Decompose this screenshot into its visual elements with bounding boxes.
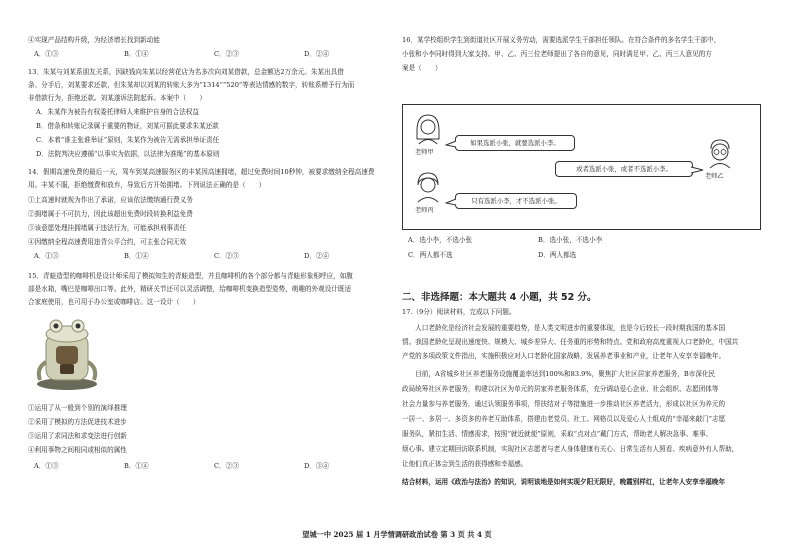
q14-line2: 用。丰某不服，拒绝缴费和放弃，导致后方开始拥堵。下列说法正确的是（ ）: [28, 181, 266, 189]
teacher-a-label: 老师甲: [415, 149, 434, 156]
q14-item1: ①上高速时就视为作出了承诺，应该依法缴纳通行费义务: [28, 196, 193, 204]
q14-item4: ④因缴纳全程高速费用违背公平合约，可主张合同无效: [28, 238, 187, 246]
teacher-c-bubble-tail: [445, 197, 457, 207]
q14-option-a: A．①③: [34, 252, 59, 260]
q12-item4: ④实现产品结构升级，为经济增长找到新动能: [28, 36, 160, 44]
q16-line3: 案是（ ）: [402, 64, 442, 72]
teacher-a-icon: [413, 113, 443, 145]
q13-line1: 13．朱某与刘某系朋友关系，因缺钱向朱某以经营花店为名多次向刘某借款，总金额达2万余元。朱某出具借: [28, 68, 344, 76]
q14-option-d: D．②④: [304, 252, 330, 260]
q12-option-a: A．①③: [34, 50, 59, 58]
teacher-b-bubble-tail: [690, 165, 704, 175]
teacher-c-label: 老师丙: [415, 207, 434, 214]
q15-item2: ②采用了模拟的方法促进技术进步: [28, 418, 127, 426]
q16-line2: 小张和小李同时得到大家支持。甲、乙、丙三位老师提出了各自的意见，同时满足甲、乙、丙三人意见的方: [402, 50, 712, 58]
q13-option-b: B．借条和转账记录属于重要的物证，刘某可据此要求朱某还款: [36, 122, 219, 130]
q15-item1: ①运用了从一般到个别的演绎推理: [28, 404, 127, 412]
q17-para2-line6: 烦心事。建立定期回访联系机制，实现社区志愿者与老人身体健康有关心、日常生活有人照看、疾病意外有人帮助，: [402, 445, 739, 453]
q13-option-c: C．本着“谁主张谁举证”原则，朱某作为被告无需承担举证责任: [36, 136, 220, 144]
q16-option-c: C．两人都不选: [408, 251, 453, 259]
q17-para2-line5: 服务队，紧扣生活、情感需求，按照“就近就便”原则，采取“点对点”戴门方式，帮助老人解决急事、难事、: [402, 430, 713, 438]
frog-coffee-machine-image: [32, 312, 102, 392]
q12-option-b: B．①④: [124, 50, 149, 58]
teacher-b-label: 老师乙: [705, 173, 724, 180]
q17-para2-line1: 目前，A省城乡社区养老服务设施覆盖率达到100%和83.9%，聚焦扩大社区居家养老服务，B市深化民: [402, 370, 716, 378]
q17-heading: 17.（9分）阅读材料，完成以下问题。: [402, 308, 516, 316]
teacher-opinion-diagram: [402, 104, 761, 230]
q15-option-d: D．③④: [304, 462, 330, 470]
q12-option-c: C．②③: [214, 50, 239, 58]
section-title: 二、非选择题：本大题共 4 小题，共 52 分。: [402, 292, 597, 303]
q14-option-b: B．①④: [124, 252, 149, 260]
q16-option-a: A．选小李，不选小张: [408, 236, 473, 244]
teacher-b-icon: [705, 137, 735, 169]
q16-option-d: D．两人都选: [538, 251, 577, 259]
q13-option-d: D．法院判决应遵循“以事实为依据，以法律为准绳”的基本原则: [36, 150, 220, 158]
q17-para2-line7: 让他们真正体会到生活的获得感和幸福感。: [402, 460, 528, 468]
q17-para2-line3: 社会力量参与养老服务，通过认领服务事项，帮扶结对子等措施进一步推动社区养老活力，形成以社区为养元的: [402, 400, 726, 408]
q17-para1-line2: 情。我国老龄化呈现出速度快、规模大、城乡差异大、任务重的形势和特点。党和政府高度重视人口老龄化，中国共: [402, 338, 739, 346]
q14-option-c: C．②③: [214, 252, 239, 260]
q15-option-c: C．②③: [214, 462, 239, 470]
q14-item2: ②拥堵属于不可抗力，因此该超出免费时段转换利益免费: [28, 210, 193, 218]
page-footer: 望城一中 2025 届 1 月学情调研政治试卷 第 3 页 共 4 页: [302, 530, 492, 539]
q17-para2-line2: 政局统筹社区养老服务，构建以社区为单元的居家养老服务体系，充分调动爱心企业、社会组织、志愿团体等: [402, 385, 719, 393]
q16-option-b: B．选小张，不选小李: [538, 236, 603, 244]
q14-item3: ③该意愿处理挂拥堵属于违法行为，可能承担刑事责任: [28, 224, 187, 232]
q17-para1-line3: 产党的多项政策文件指出，实施积极应对人口老龄化国家战略，发展养老事业和产业，让老年人安享幸福晚年。: [402, 352, 726, 360]
teacher-b-bubble: 或者选派小张，或者不选派小李。: [555, 161, 693, 177]
teacher-c-bubble: 只有选派小李，才不选派小张。: [455, 193, 577, 209]
q17-task: 结合材料，运用《政治与法治》的知识，说明该地是如何实现夕阳无限好，晚霞别样红，让老年人安享幸福晚年: [402, 478, 726, 486]
q12-option-d: D．②④: [304, 50, 330, 58]
q15-option-b: B．①④: [124, 462, 149, 470]
q13-line3: 非借款行为，拒绝还款。刘某遂诉法院起诉。本案中（ ）: [28, 94, 207, 102]
q17-para1-line1: 人口老龄化是经济社会发展的重要趋势，是人类文明进步的重要体现，也是今后较长一段时期我国的基本国: [402, 324, 726, 332]
q15-line3: 合家庭使用，也可用于办公室或咖啡店。这一设计（ ）: [28, 298, 200, 306]
teacher-a-bubble-tail: [445, 139, 457, 149]
q14-line1: 14．假期高速免费的最后一天，驾车到某高速服务区的丰某因高速拥堵，超过免费时间10秒钟，被要求缴纳全程高速费: [28, 168, 375, 176]
q17-para2-line4: 一居一、多居一、多资多的养老互助体系，搭建由老党员、社工、网格员以及爱心人士组成的“幸福来敲门”志愿: [402, 415, 726, 423]
teacher-c-icon: [413, 171, 443, 203]
q15-option-a: A．①③: [34, 462, 59, 470]
q15-line1: 15．青蛙造型的咖啡机是设计师采用了模拟知生的青蛙造型，并且咖啡机的各个部分都与青蛙形象相呼应，如腹: [28, 272, 353, 280]
q15-item4: ④利用事物之间相同或相似的属性: [28, 446, 127, 454]
q16-line1: 16．某学校组织学生到街道社区开展义务劳动，需要选派学生干部担任领队。在符合条件的多名学生干部中，: [402, 36, 721, 44]
q13-line2: 条、分手后，刘某要求还款，但朱某却以刘某的转账大多为“1314”“520”等表达情感的数字，转账系赠予行为而: [28, 81, 355, 89]
q15-line2: 部是水箱，嘴巴是咖啡出口等。此外，精研关节还可以灵活调整，给咖啡机变换造型姿势，萌趣的外观设计既适: [28, 285, 352, 293]
q13-option-a: A．朱某作为被告有权委托律师人来维护自身的合法权益: [36, 108, 200, 116]
teacher-a-bubble: 如果选派小张，就要选派小李。: [455, 135, 575, 151]
q15-item3: ③运用了求同法和求变法进行创新: [28, 432, 127, 440]
